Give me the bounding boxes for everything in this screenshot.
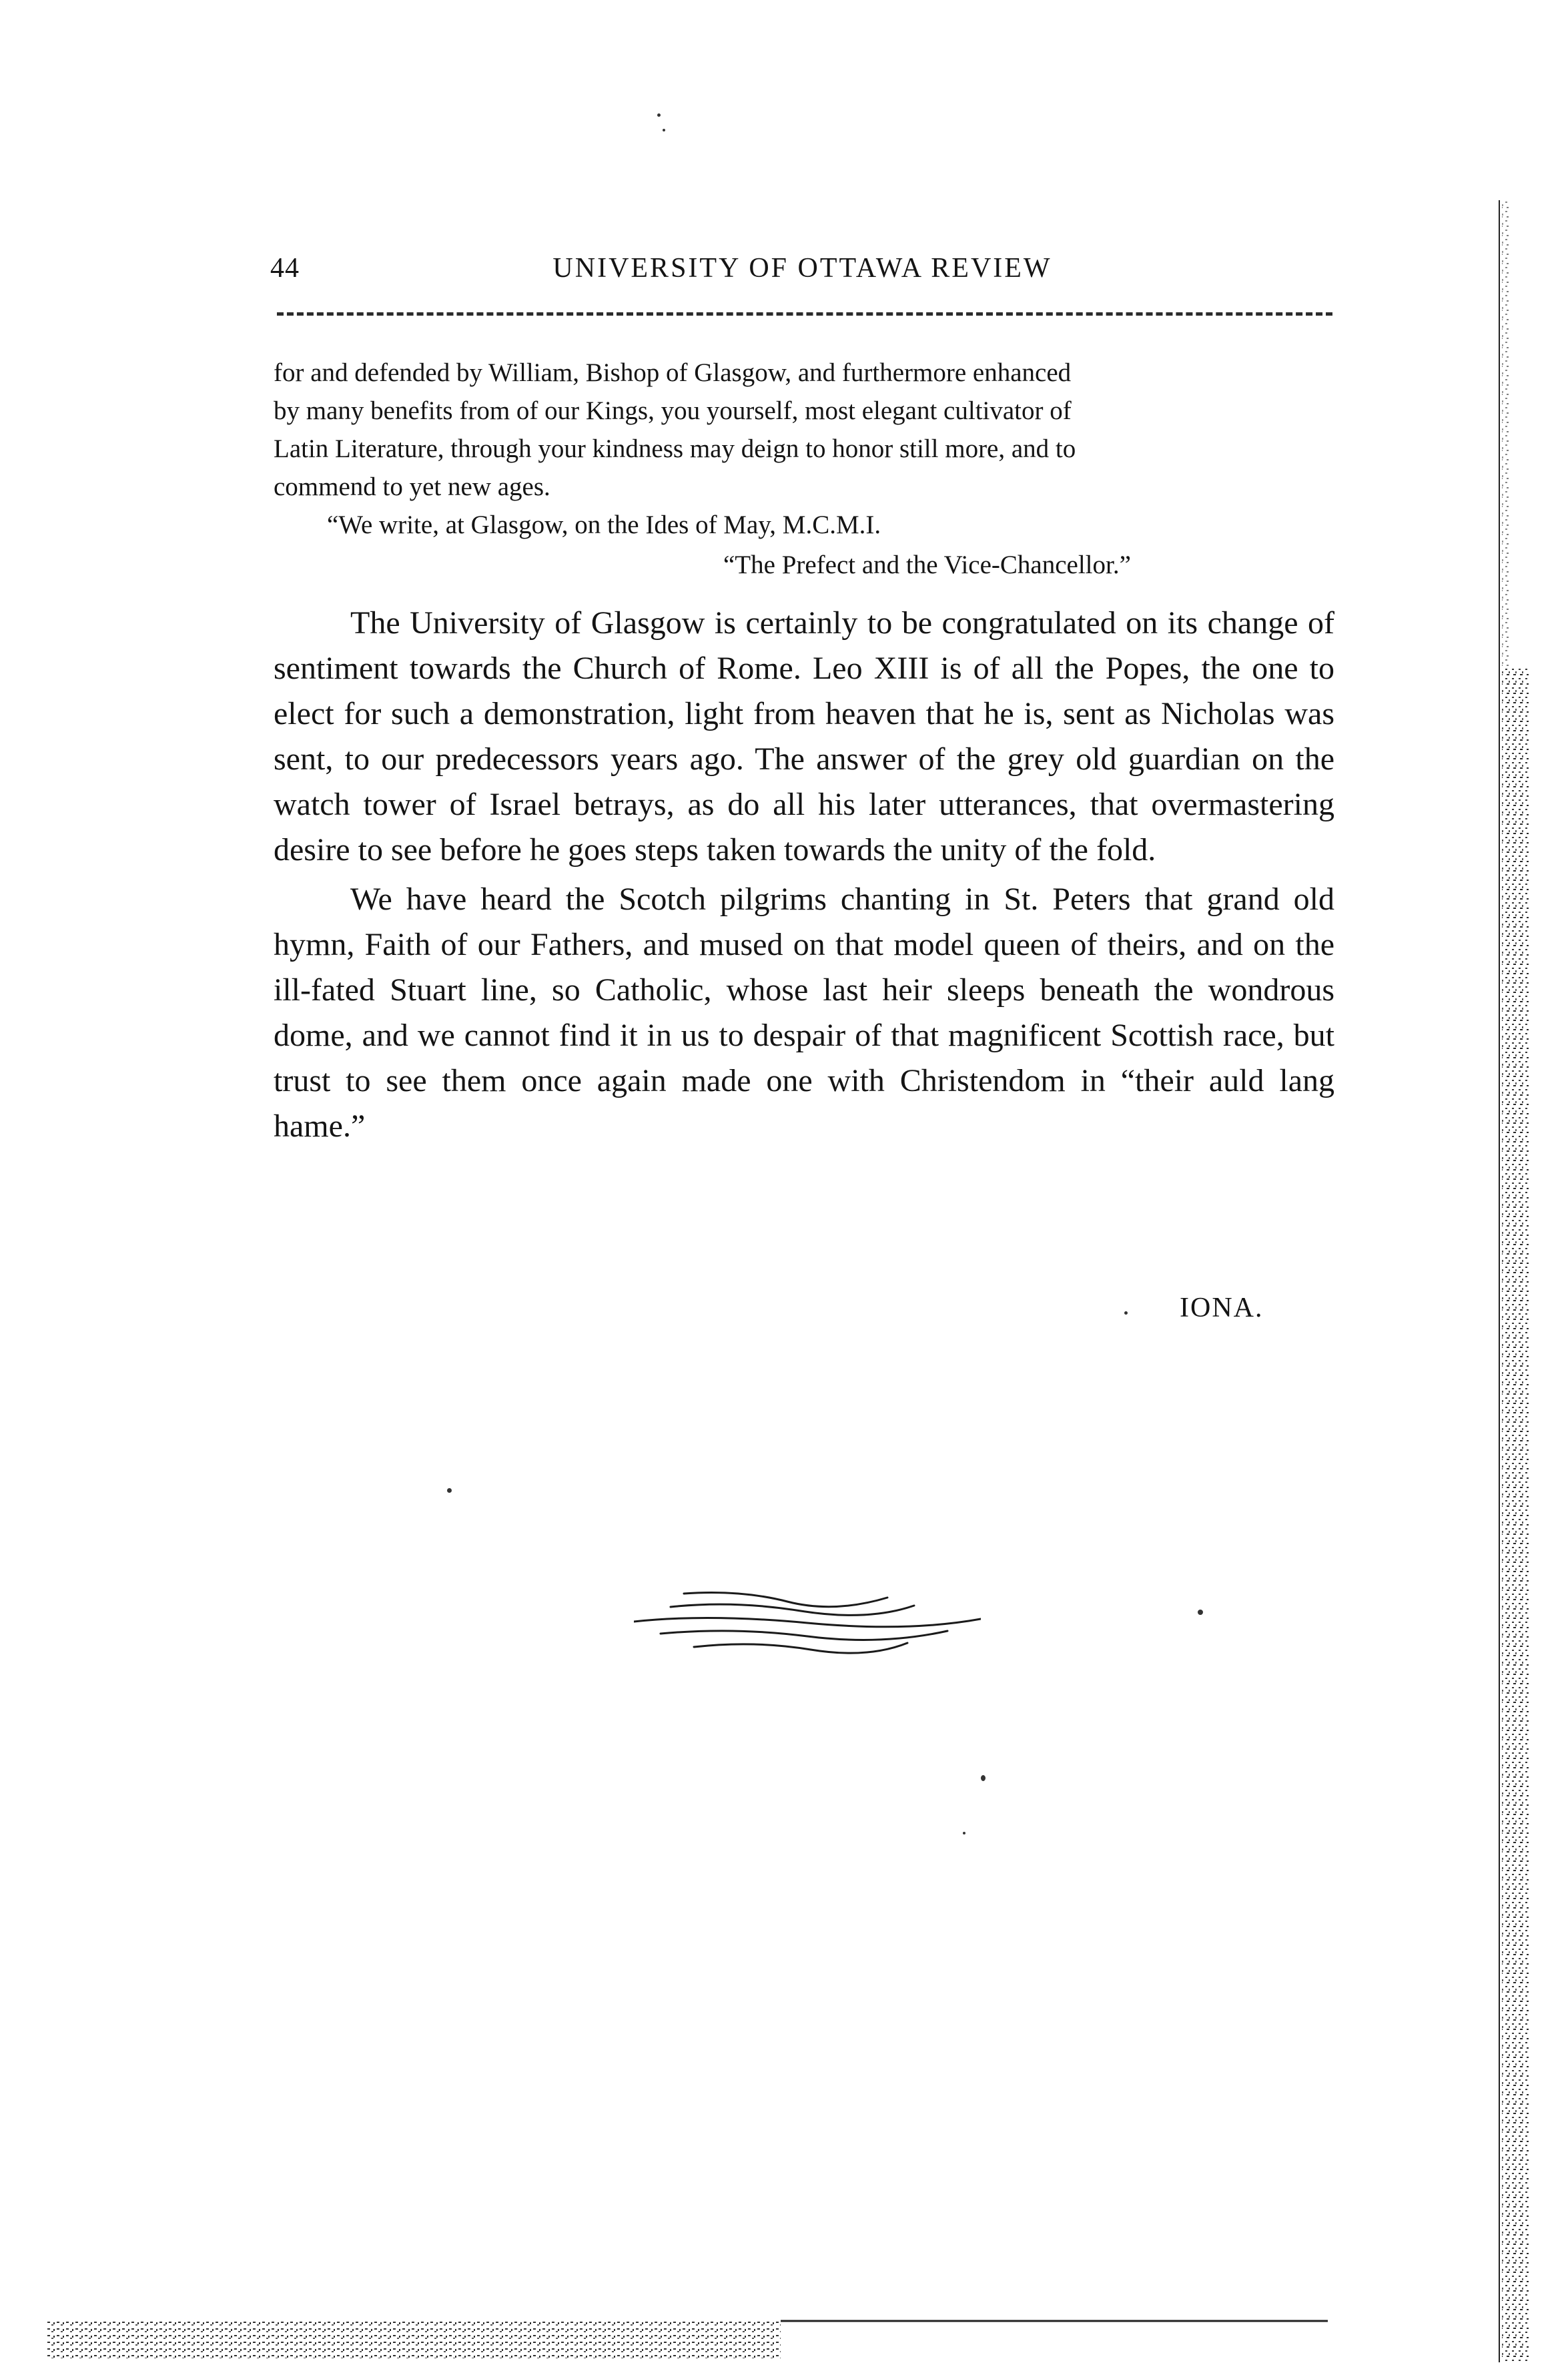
header-rule: [277, 312, 1332, 316]
page-number: 44: [270, 253, 300, 284]
ink-speck: [981, 1775, 986, 1781]
ink-speck: [1124, 1311, 1128, 1315]
letter-line: by many benefits from of our Kings, you yourself, most elegant cultivator of: [274, 396, 1072, 425]
ink-speck: [657, 113, 661, 117]
article-body: [274, 601, 1334, 1153]
letter-line: Latin Literature, through your kindness may deign to honor still more, and to: [274, 434, 1076, 463]
scan-bottom-strip: [47, 2314, 1328, 2361]
ink-speck: [1198, 1610, 1203, 1615]
letter-excerpt: [274, 354, 1334, 544]
page-header: [270, 252, 1334, 292]
ink-speck: [663, 129, 665, 131]
letter-line: commend to yet new ages.: [274, 472, 550, 501]
letter-signoff: “The Prefect and the Vice-Chancellor.”: [723, 551, 1131, 579]
ink-speck: [963, 1832, 965, 1834]
wavy-line-ornament: [634, 1582, 981, 1662]
letter-line: for and defended by William, Bishop of Glasgow, and furthermore enhanced: [274, 358, 1072, 387]
ink-speck: [447, 1488, 452, 1493]
running-head: UNIVERSITY OF OTTAWA REVIEW: [552, 253, 1052, 284]
article-paragraph: The University of Glasgow is certainly to be congratulated on its change of sentiment towards the Church of Rome. Leo XIII is of all the Popes, the one to elect for such a demonstration, light from heaven that he is, sent as Nicholas was sent, to our predecessors years ago. The answer of the grey old guardian on the watch tower of Israel betrays, as do all his later utterances, that overmastering desire to see before he goes steps taken towards the unity of the fold.: [274, 605, 1334, 868]
article-paragraph: We have heard the Scotch pilgrims chanting in St. Peters that grand old hymn, Faith of our Fathers, and mused on that model queen of theirs, and on the ill-fated Stuart line, so Catholic, whose last heir sleeps beneath the wondrous dome, and we cannot find it in us to despair of that magnificent Scottish race, but trust to see them once again made one with Christendom in “their auld lang hame.”: [274, 882, 1334, 1144]
scan-edge-strip: [1498, 200, 1551, 2362]
letter-dateline: “We write, at Glasgow, on the Ides of May, M.C.M.I.: [327, 511, 881, 539]
author-signature: IONA.: [1180, 1293, 1264, 1323]
